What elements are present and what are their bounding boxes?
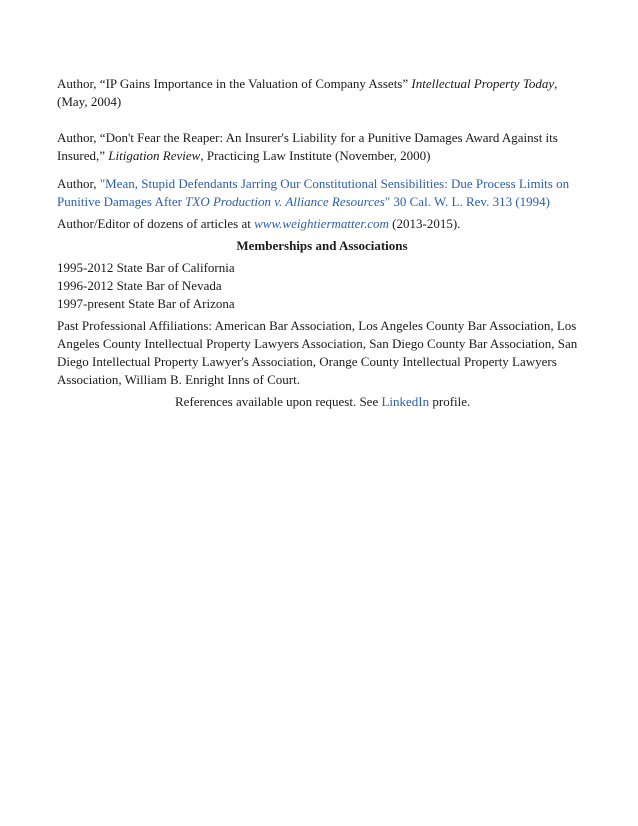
publication-weightier-matter (57, 215, 587, 233)
past-affiliations: Past Professional Affiliations: American Bar Association, Los Angeles County Bar Association, Los Angeles County Intellectual Property Lawyers Association, San Diego County Bar Association, San Diego Intellectual Property Lawyer's Association, Orange County Intellectual Property Lawyers Association, William B. Enright Inns of Court. (57, 318, 578, 387)
section-heading-memberships: Memberships and Associations (236, 238, 408, 253)
publication-date: , (May, 2004) (57, 76, 558, 109)
publication-text: Author/Editor of dozens of articles at (57, 216, 255, 231)
publication-date: (2013-2015). (388, 216, 461, 231)
references-text: References available upon request. See (175, 394, 382, 409)
bar-admission-item: 1995-2012 State Bar of California (57, 260, 235, 275)
publication-link[interactable] (57, 176, 569, 209)
publication-link-case: TXO Production v. Alliance Resources (185, 194, 385, 209)
bar-admission-item: 1997-present State Bar of Arizona (57, 296, 235, 311)
publication-text: Author, “IP Gains Importance in the Valuation of Company Assets” (57, 76, 412, 91)
publication-link-title: "Mean, Stupid Defendants Jarring Our Constitutional Sensibilities: Due Process Limits on Punitive Damages After (57, 176, 570, 209)
publication-date: , Practicing Law Institute (November, 2000) (200, 148, 431, 163)
website-link[interactable]: www.weightiermatter.com (254, 216, 389, 231)
publication-ip-gains (57, 75, 587, 111)
publication-author: Author, (57, 176, 100, 191)
publication-text: Author, “Don't Fear the Reaper: An Insurer's Liability for a Punitive Damages Award Against its Insured,” (57, 130, 558, 163)
publication-journal: Litigation Review (108, 148, 201, 163)
resume-content (57, 75, 587, 411)
publication-journal: Intellectual Property Today (411, 76, 555, 91)
references-suffix: profile. (429, 394, 471, 409)
linkedin-link[interactable]: LinkedIn (381, 394, 430, 409)
publication-link-citation: " 30 Cal. W. L. Rev. 313 (1994) (384, 194, 550, 209)
publication-reaper (57, 129, 587, 165)
publication-mean-stupid-defendants (57, 175, 587, 211)
bar-admissions-list (57, 259, 587, 313)
references-line (57, 393, 587, 411)
bar-admission-item: 1996-2012 State Bar of Nevada (57, 278, 222, 293)
